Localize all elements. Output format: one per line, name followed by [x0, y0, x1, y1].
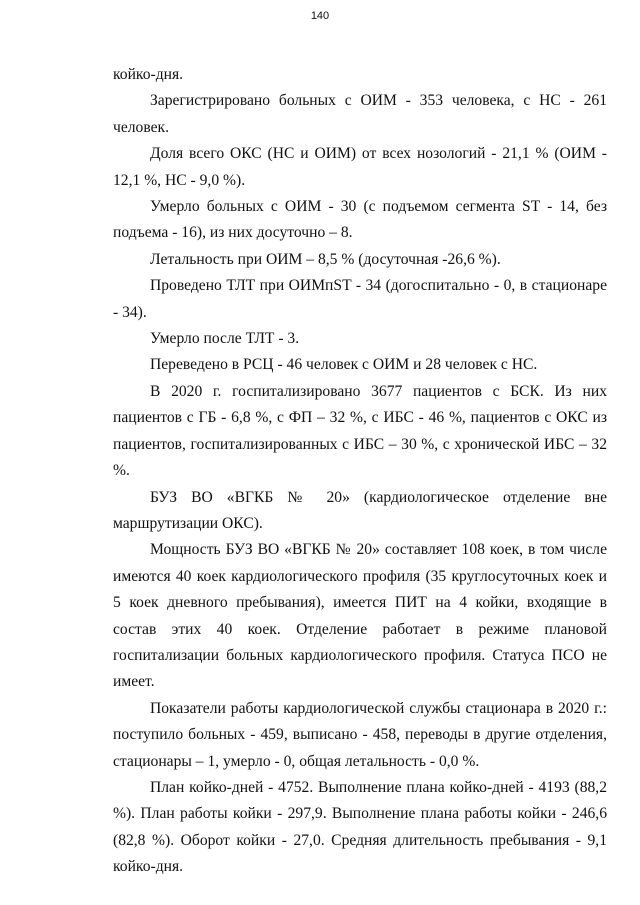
paragraph-capacity: Мощность БУЗ ВО «ВГКБ № 20» составляет 108 коек, в том числе имеются 40 коек кардиологического профиля (35 круглосуточных коек и 5 коек дневного пребывания), имеется ПИТ на 4 койки, входящие в состав этих 40 коек. Отделение работает в режиме плановой госпитализации больных кардиологического профиля. Статуса ПСО не имеет.: [113, 541, 607, 691]
paragraph-hospital-heading: БУЗ ВО «ВГКБ № 20» (кардиологическое отделение вне маршрутизации ОКС).: [113, 488, 607, 532]
paragraph-mortality: Летальность при ОИМ – 8,5 % (досуточная -26,6 %).: [150, 250, 501, 268]
document-body: [113, 62, 607, 881]
paragraph-deaths: Умерло больных с ОИМ - 30 (с подъемом сегмента ST - 14, без подъема - 16), из них досуточно – 8.: [113, 198, 607, 242]
paragraph-bed-days: План койко-дней - 4752. Выполнение плана койко-дней - 4193 (88,2 %). План работы койки - 297,9. Выполнение плана работы койки - 246,6 (82,8 %). Оборот койки - 27,0. Средняя длительность пребывания - 9,1 койко-дня.: [113, 778, 607, 876]
paragraph-transfers: Переведено в РСЦ - 46 человек с ОИМ и 28 человек с НС.: [150, 356, 538, 374]
paragraph-registered-patients: Зарегистрировано больных с ОИМ - 353 человека, с НС - 261 человек.: [113, 92, 607, 136]
paragraph-indicators: Показатели работы кардиологической службы стационара в 2020 г.: поступило больных - 459, выписано - 458, переводы в другие отделения, стационары – 1, умерло - 0, общая летальность - 0,0 %.: [113, 699, 607, 770]
paragraph-continuation: койко-дня.: [113, 66, 184, 83]
paragraph-hospitalized-2020: В 2020 г. госпитализировано 3677 пациентов с БСК. Из них пациентов с ГБ - 6,8 %, с ФП – 32 %, с ИБС - 46 %, пациентов с ОКС из пациентов, госпитализированных с ИБС – 30 %, с хронической ИБС – 32 %.: [113, 382, 607, 480]
paragraph-acs-share: Доля всего ОКС (НС и ОИМ) от всех нозологий - 21,1 % (ОИМ - 12,1 %, НС - 9,0 %).: [113, 145, 607, 189]
page-number: 140: [310, 10, 330, 22]
paragraph-thrombolysis: Проведено ТЛТ при ОИМпST - 34 (догоспитально - 0, в стационаре - 34).: [113, 277, 607, 321]
paragraph-deaths-after-tlt: Умерло после ТЛТ - 3.: [150, 330, 300, 348]
